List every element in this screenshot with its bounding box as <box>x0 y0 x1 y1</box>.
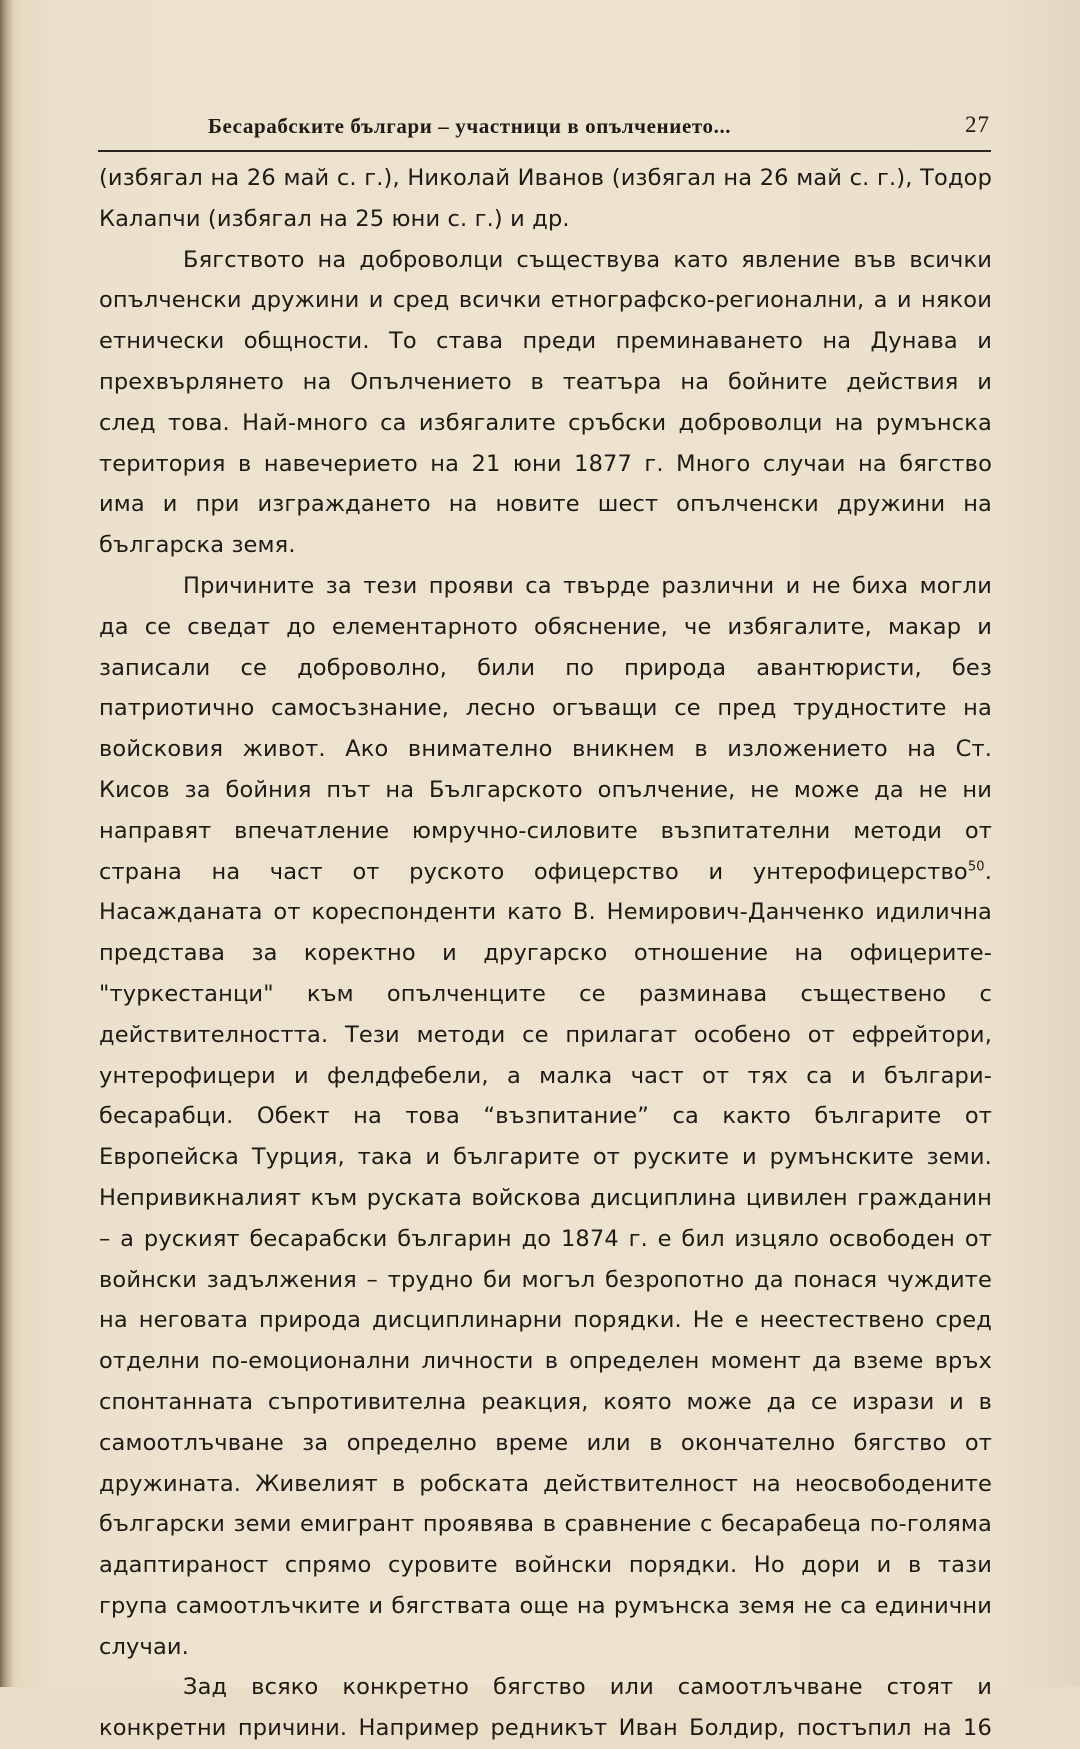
page-number: 27 <box>965 112 990 137</box>
text-line: войнски задължения – трудно би могъл безропотно да понася чуждите <box>99 1266 992 1293</box>
text-line-content: страна на част от руското офицерство и унтерофицерство <box>99 858 968 885</box>
text-line: на неговата природа дисциплинарни порядки. Не е неестествено сред <box>99 1307 992 1334</box>
text-line: – а руският бесарабски българин до 1874 г. е бил изцяло освободен от <box>99 1225 992 1252</box>
text-line: Зад всяко конкретно бягство или самоотлъчване стоят и <box>183 1674 992 1701</box>
text-line: дружината. Живелият в робската действителност на неосвободените <box>99 1470 992 1497</box>
text-line: случаи. <box>99 1633 189 1660</box>
text-line: група самоотлъчките и бягствата още на румънска земя не са единични <box>99 1592 992 1619</box>
body-text <box>99 158 992 1749</box>
text-line: унтерофицери и фелдфебели, а малка част от тях са и българи- <box>99 1062 992 1089</box>
text-line: конкретни причини. Например редникът Иван Болдир, постъпил на 16 <box>99 1715 992 1742</box>
text-line: български земи емигрант проявява в сравнение с бесарабеца по-голяма <box>99 1511 992 1538</box>
text-line: има и при изграждането на новите шест опълченски дружини на <box>99 491 992 518</box>
header-rule <box>98 150 991 152</box>
text-line: след това. Най-много са избягалите сръбски доброволци на румънска <box>99 409 992 436</box>
text-line: етнически общности. То става преди преминаването на Дунава и <box>99 328 992 355</box>
text-line: записали се доброволно, били по природа авантюристи, без <box>99 654 992 681</box>
text-line: действителността. Тези методи се прилагат особено от ефрейтори, <box>99 1021 992 1048</box>
text-line: Бягството на доброволци съществува като явление във всички <box>183 246 992 273</box>
text-line: бесарабци. Обект на това “възпитание” са както българите от <box>99 1103 992 1130</box>
footnote-trailing-period: . <box>984 858 992 885</box>
text-line: Кисов за бойния път на Българското опълчение, не може да не ни <box>99 776 992 803</box>
text-line: Причините за тези прояви са твърде различни и не биха могли <box>183 572 992 599</box>
text-line: Непривикналият към руската войскова дисциплина цивилен гражданин <box>99 1184 992 1211</box>
text-line-with-footnote <box>99 852 992 893</box>
text-line: да се сведат до елементарното обяснение, че избягалите, макар и <box>99 613 992 640</box>
binding-shadow <box>0 0 14 1687</box>
text-line: спонтанната съпротивителна реакция, която може да се изрази и в <box>99 1388 992 1415</box>
text-line: територия в навечерието на 21 юни 1877 г. Много случаи на бягство <box>99 450 992 477</box>
footnote-ref-50: 50 <box>967 859 985 875</box>
text-line: българска земя. <box>99 532 296 559</box>
text-line: Европейска Турция, така и българите от руските и румънските земи. <box>99 1144 992 1171</box>
text-line: (избягал на 26 май с. г.), Николай Иванов (избягал на 26 май с. г.), Тодор <box>99 165 992 191</box>
running-title: Бесарабските българи – участници в опълчението... <box>208 114 732 138</box>
text-line: Калапчи (избягал на 25 юни с. г.) и др. <box>99 205 570 232</box>
text-line: войсковия живот. Ако внимателно вникнем в изложението на Ст. <box>99 736 992 763</box>
text-line: Насажданата от кореспонденти като В. Немирович-Данченко идилична <box>99 899 992 926</box>
text-line: "туркестанци" към опълченците се разминава съществено с <box>99 980 992 1007</box>
text-line: отделни по-емоционални личности в определен момент да вземе връх <box>99 1348 992 1375</box>
text-line: представа за коректно и другарско отношение на офицерите- <box>99 940 992 967</box>
text-line: самоотлъчване за определно време или в окончателно бягство от <box>99 1429 992 1456</box>
text-line: опълченски дружини и сред всички етнографско-регионални, а и някои <box>99 287 992 314</box>
text-line: адаптираност спрямо суровите войнски порядки. Но дори и в тази <box>99 1552 992 1579</box>
text-line: направят впечатление юмручно-силовите възпитателни методи от <box>99 817 992 844</box>
text-line: патриотично самосъзнание, лесно огъващи се пред трудностите на <box>99 695 992 722</box>
running-head <box>98 112 990 146</box>
text-line: прехвърлянето на Опълчението в театъра на бойните действия и <box>99 368 992 395</box>
